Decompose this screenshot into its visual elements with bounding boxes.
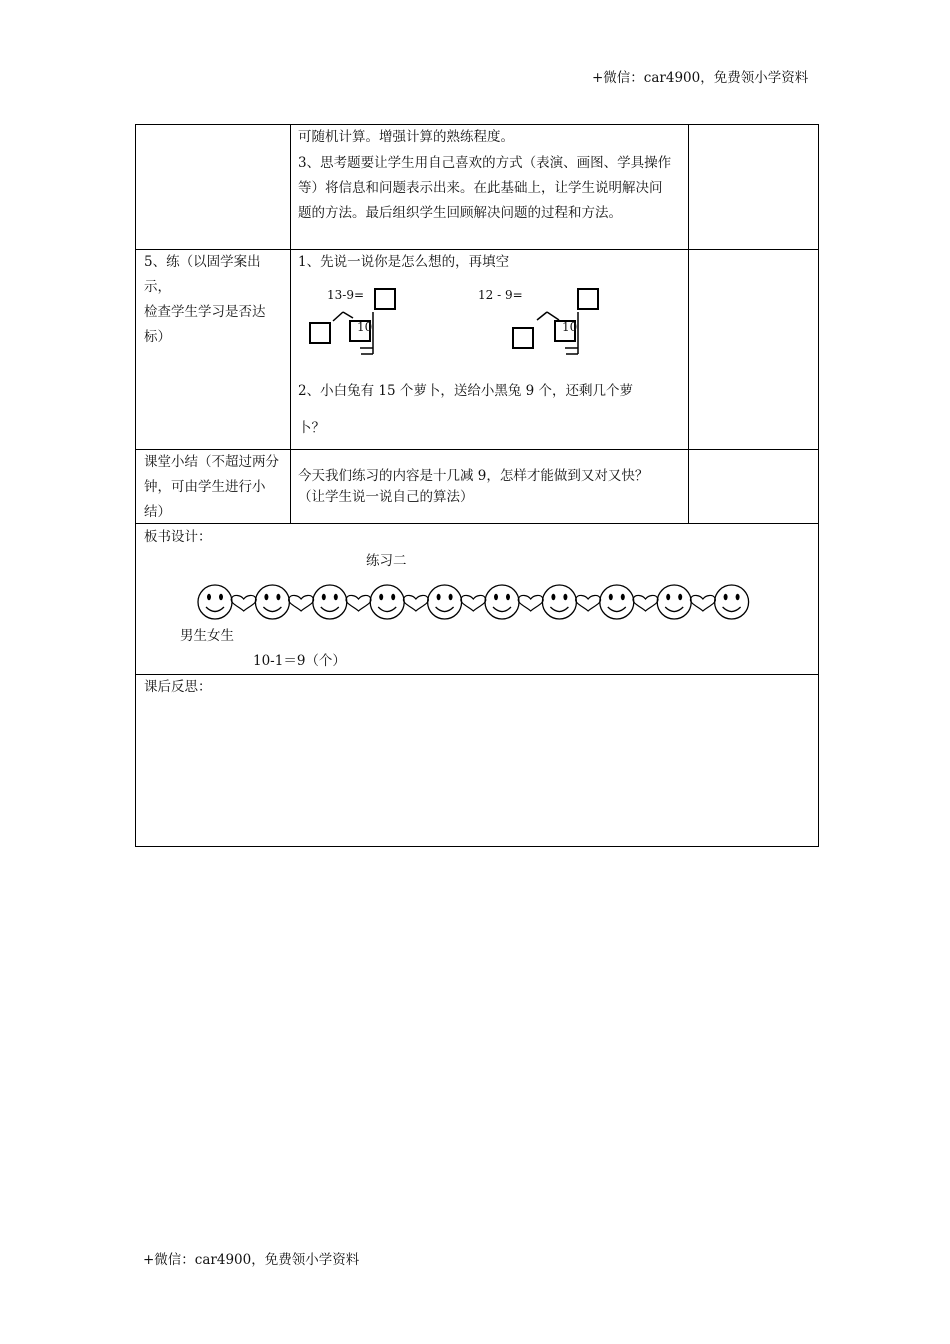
answer-box bbox=[577, 288, 599, 310]
smiley-face-icon bbox=[657, 585, 691, 619]
smiley-face-icon bbox=[370, 585, 404, 619]
ten-label: 10 bbox=[562, 320, 578, 334]
heart-icon bbox=[289, 595, 314, 611]
smiley-face-icon bbox=[715, 585, 749, 619]
heart-icon bbox=[461, 595, 486, 611]
heart-icon bbox=[633, 595, 658, 611]
heart-icon bbox=[690, 595, 715, 611]
smiley-face-icon bbox=[255, 585, 289, 619]
text-line: 钟，可由学生进行小 bbox=[144, 479, 266, 495]
text-line: 题的方法。最后组织学生回顾解决问题的过程和方法。 bbox=[298, 205, 622, 221]
text-line: 标） bbox=[144, 329, 171, 345]
footer-note: +微信：car4900，免费领小学资料 bbox=[143, 1252, 360, 1268]
text-line: 结） bbox=[144, 504, 171, 520]
text-line: 课堂小结（不超过两分 bbox=[144, 454, 279, 470]
heart-icon bbox=[231, 595, 256, 611]
heart-icon bbox=[403, 595, 428, 611]
question-2-line-2: 卜？ bbox=[298, 420, 325, 436]
board-equation: 10-1＝9（个） bbox=[253, 653, 346, 669]
board-design-label: 板书设计： bbox=[144, 529, 212, 545]
text-line: 检查学生学习是否达 bbox=[144, 304, 266, 320]
smiley-face-icon bbox=[542, 585, 576, 619]
board-title: 练习二 bbox=[366, 553, 407, 569]
text-line: 今天我们练习的内容是十几减 9，怎样才能做到又对又快？ bbox=[298, 468, 649, 484]
row-divider bbox=[135, 674, 819, 675]
heart-icon bbox=[346, 595, 371, 611]
question-1: 1、先说一说你是怎么想的，再填空 bbox=[298, 254, 510, 270]
smiley-face-icon bbox=[198, 585, 232, 619]
gender-label: 男生女生 bbox=[180, 628, 234, 644]
expression-1: 13-9= bbox=[327, 288, 365, 302]
smiley-face-icon bbox=[485, 585, 519, 619]
table-border-bottom bbox=[135, 846, 819, 847]
expression-2: 12 - 9= bbox=[478, 288, 523, 302]
reflection-label: 课后反思： bbox=[144, 679, 212, 695]
smiley-face-icon bbox=[600, 585, 634, 619]
ten-label: 10 bbox=[357, 320, 373, 334]
text-line: 5、练（以固学案出示， bbox=[144, 254, 261, 295]
smiley-heart-row bbox=[195, 579, 755, 625]
text-line: 3、思考题要让学生用自己喜欢的方式（表演、画图、学具操作 bbox=[298, 155, 672, 171]
split-box bbox=[512, 327, 534, 349]
heart-icon bbox=[576, 595, 601, 611]
text-line: 可随机计算。增强计算的熟练程度。 bbox=[298, 129, 514, 145]
text-line: 等）将信息和问题表示出来。在此基础上，让学生说明解决问 bbox=[298, 180, 663, 196]
question-2-line-1: 2、小白兔有 15 个萝卜，送给小黑兔 9 个，还剩几个萝 bbox=[298, 383, 634, 399]
row3-content bbox=[298, 464, 688, 510]
row3-label bbox=[144, 450, 284, 525]
heart-icon bbox=[518, 595, 543, 611]
smiley-face-icon bbox=[313, 585, 347, 619]
header-note: +微信：car4900，免费领小学资料 bbox=[592, 70, 809, 86]
smiley-face-icon bbox=[428, 585, 462, 619]
text-line: （让学生说一说自己的算法） bbox=[298, 489, 474, 505]
lesson-plan-table bbox=[135, 124, 819, 847]
